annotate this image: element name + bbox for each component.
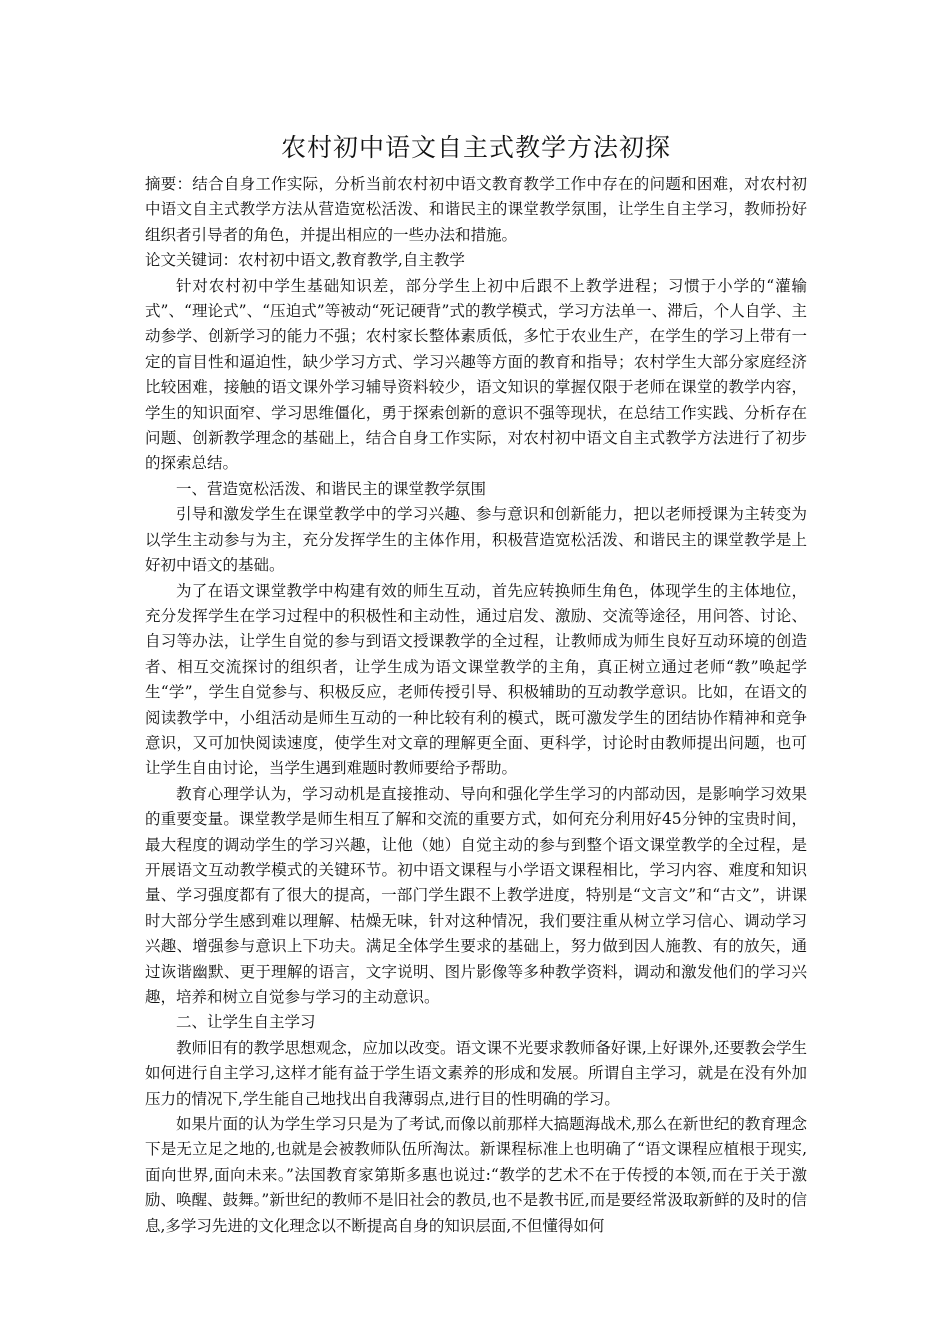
document-title: 农村初中语文自主式教学方法初探	[280, 133, 671, 162]
section-1-heading: 一、营造宽松活泼、和谐民主的课堂教学氛围	[176, 479, 487, 498]
section-2-paragraph-1: 教师旧有的教学思想观念，应加以改变。语文课不光要求教师备好课,上好课外,还要教会学生如何进行自主学习,这样才能有益于学生语文素养的形成和发展。所谓自主学习，就是在没有外加压力的情况下,学生能自己地找出自我薄弱点,进行目的性明确的学习。	[145, 1038, 807, 1108]
section-1-paragraph-3: 教育心理学认为，学习动机是直接推动、导向和强化学生学习的内部动因，是影响学习效果的重要变量。课堂教学是师生相互了解和交流的重要方式，如何充分利用好45分钟的宝贵时间，最大程度的调动学生的学习兴趣，让他（她）自觉主动的参与到整个语文课堂教学的全过程，是开展语文互动教学模式的关键环节。初中语文课程与小学语文课程相比，学习内容、难度和知识量、学习强度都有了很大的提高，一部门学生跟不上教学进度，特别是“文言文”和“古文”，讲课时大部分学生感到难以理解、枯燥无味，针对这种情况，我们要注重从树立学习信心、调动学习兴趣、增强参与意识上下功夫。满足全体学生要求的基础上，努力做到因人施教、有的放矢，通过诙谐幽默、更于理解的语言，文字说明、图片影像等多种教学资料，调动和激发他们的学习兴趣，培养和树立自觉参与学习的主动意识。	[145, 784, 807, 1006]
section-2-paragraph-2: 如果片面的认为学生学习只是为了考试,而像以前那样大搞题海战术,那么在新世纪的教育理念下是无立足之地的,也就是会被教师队伍所淘汰。新课程标准上也明确了“语文课程应植根于现实,面向世界,面向未来。”法国教育家第斯多惠也说过:“教学的艺术不在于传授的本领,而在于关于激励、唤醒、鼓舞。”新世纪的教师不是旧社会的教员,也不是教书匠,而是要经常汲取新鲜的及时的信息,多学习先进的文化理念以不断提高自身的知识层面,不但懂得如何	[145, 1115, 807, 1235]
intro-paragraph: 针对农村初中学生基础知识差，部分学生上初中后跟不上教学进程；习惯于小学的“灌输式”、“理论式”、“压迫式”等被动“死记硬背”式的教学模式，学习方法单一、滞后，个人自学、主动参学、创新学习的能力不强；农村家长整体素质低，多忙于农业生产，在学生的学习上带有一定的盲目性和逼迫性，缺少学习方式、学习兴趣等方面的教育和指导；农村学生大部分家庭经济比较困难，接触的语文课外学习辅导资料较少，语文知识的掌握仅限于老师在课堂的教学内容，学生的知识面窄、学习思维僵化，勇于探索创新的意识不强等现状，在总结工作实践、分析存在问题、创新教学理念的基础上，结合自身工作实际，对农村初中语文自主式教学方法进行了初步的探索总结。	[145, 276, 807, 473]
section-2-heading: 二、让学生自主学习	[176, 1013, 316, 1032]
keywords-line: 论文关键词：农村初中语文,教育教学,自主教学	[145, 251, 465, 270]
section-1-paragraph-2: 为了在语文课堂教学中构建有效的师生互动，首先应转换师生角色，体现学生的主体地位，充分发挥学生在学习过程中的积极性和主动性，通过启发、激励、交流等途径，用问答、讨论、自习等办法，让学生自觉的参与到语文授课教学的全过程，让教师成为师生良好互动环境的创造者、相互交流探讨的组织者，让学生成为语文课堂教学的主角，真正树立通过老师“教”唤起学生“学”，学生自觉参与、积极反应，老师传授引导、积极辅助的互动教学意识。比如，在语文的阅读教学中，小组活动是师生互动的一种比较有利的模式，既可激发学生的团结协作精神和竞争意识，又可加快阅读速度，使学生对文章的理解更全面、更科学，讨论时由教师提出问题，也可让学生自由讨论，当学生遇到难题时教师要给予帮助。	[145, 581, 807, 778]
section-1-paragraph-1: 引导和激发学生在课堂教学中的学习兴趣、参与意识和创新能力，把以老师授课为主转变为以学生主动参与为主，充分发挥学生的主体作用，积极营造宽松活泼、和谐民主的课堂教学是上好初中语文的基础。	[145, 505, 807, 575]
document-page	[145, 128, 807, 1239]
abstract-paragraph: 摘要：结合自身工作实际，分析当前农村初中语文教育教学工作中存在的问题和困难，对农村初中语文自主式教学方法从营造宽松活泼、和谐民主的课堂教学氛围，让学生自主学习，教师扮好组织者引导者的角色，并提出相应的一些办法和措施。	[145, 175, 807, 244]
